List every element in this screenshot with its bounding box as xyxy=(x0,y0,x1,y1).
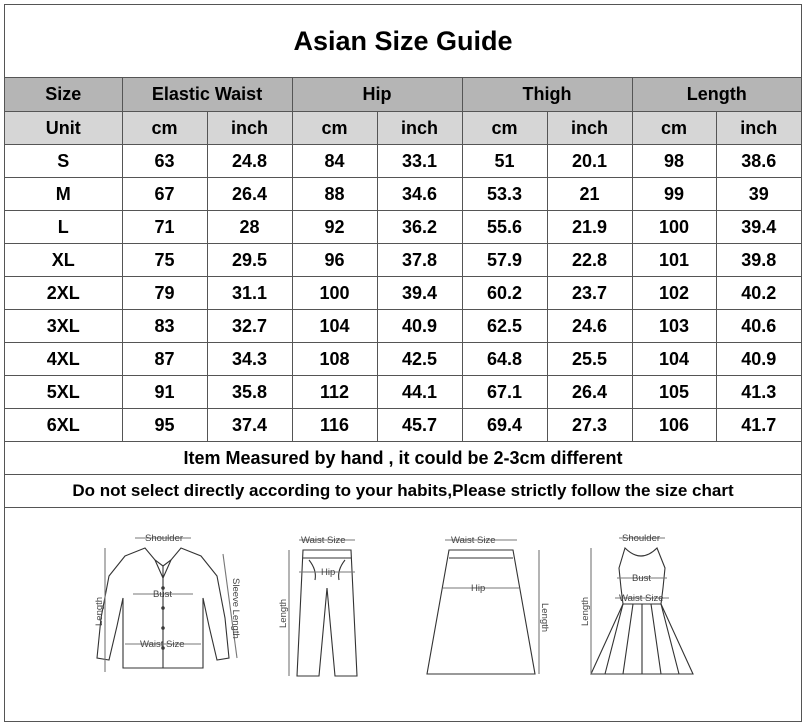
pants-hip-label: Hip xyxy=(321,567,336,578)
pants-length-label: Length xyxy=(278,598,289,628)
size-cell: 2XL xyxy=(5,277,122,310)
measurement-diagrams xyxy=(5,508,801,704)
value-cell-waist-cm: 71 xyxy=(122,211,207,244)
unit-cm: cm xyxy=(632,112,716,145)
dress-shoulder-label: Shoulder xyxy=(622,533,661,544)
value-cell-thigh-in: 20.1 xyxy=(547,145,632,178)
table-row xyxy=(5,343,801,376)
value-cell-hip-cm: 92 xyxy=(292,211,377,244)
value-cell-waist-cm: 79 xyxy=(122,277,207,310)
value-cell-thigh-in: 24.6 xyxy=(547,310,632,343)
unit-cm: cm xyxy=(122,112,207,145)
size-cell: 4XL xyxy=(5,343,122,376)
value-cell-hip-cm: 100 xyxy=(292,277,377,310)
value-cell-hip-in: 40.9 xyxy=(377,310,462,343)
dress-bust-label: Bust xyxy=(632,573,652,584)
value-cell-len-in: 39.8 xyxy=(716,244,801,277)
value-cell-hip-cm: 116 xyxy=(292,409,377,442)
table-row xyxy=(5,244,801,277)
header-size: Size xyxy=(5,78,122,112)
shirt-length-label: Length xyxy=(94,596,105,626)
size-table xyxy=(5,78,801,442)
value-cell-thigh-cm: 60.2 xyxy=(462,277,547,310)
value-cell-hip-in: 36.2 xyxy=(377,211,462,244)
value-cell-len-cm: 105 xyxy=(632,376,716,409)
unit-inch: inch xyxy=(207,112,292,145)
value-cell-thigh-cm: 51 xyxy=(462,145,547,178)
shirt-waist-label: Waist Size xyxy=(140,639,185,650)
size-cell: M xyxy=(5,178,122,211)
value-cell-len-cm: 99 xyxy=(632,178,716,211)
value-cell-waist-in: 34.3 xyxy=(207,343,292,376)
size-cell: 5XL xyxy=(5,376,122,409)
unit-cm: cm xyxy=(292,112,377,145)
value-cell-len-cm: 101 xyxy=(632,244,716,277)
shirt-shoulder-label: Shoulder xyxy=(145,533,184,544)
value-cell-thigh-cm: 53.3 xyxy=(462,178,547,211)
value-cell-hip-in: 44.1 xyxy=(377,376,462,409)
size-cell: 6XL xyxy=(5,409,122,442)
shirt-sleeve-label: Sleeve Length xyxy=(230,578,241,639)
unit-label: Unit xyxy=(5,112,122,145)
value-cell-hip-in: 34.6 xyxy=(377,178,462,211)
skirt-hip-label: Hip xyxy=(471,583,486,594)
value-cell-thigh-cm: 67.1 xyxy=(462,376,547,409)
value-cell-thigh-in: 21.9 xyxy=(547,211,632,244)
value-cell-len-in: 39.4 xyxy=(716,211,801,244)
value-cell-waist-cm: 83 xyxy=(122,310,207,343)
value-cell-hip-cm: 88 xyxy=(292,178,377,211)
shirt-bust-label: Bust xyxy=(153,589,173,600)
size-cell: L xyxy=(5,211,122,244)
table-header-row xyxy=(5,78,801,112)
header-length: Length xyxy=(632,78,801,112)
value-cell-hip-in: 39.4 xyxy=(377,277,462,310)
value-cell-hip-in: 45.7 xyxy=(377,409,462,442)
size-cell: S xyxy=(5,145,122,178)
value-cell-len-in: 41.7 xyxy=(716,409,801,442)
value-cell-waist-cm: 95 xyxy=(122,409,207,442)
value-cell-thigh-in: 27.3 xyxy=(547,409,632,442)
pants-waist-label: Waist Size xyxy=(301,535,346,546)
value-cell-len-in: 40.6 xyxy=(716,310,801,343)
value-cell-thigh-in: 23.7 xyxy=(547,277,632,310)
value-cell-thigh-cm: 64.8 xyxy=(462,343,547,376)
unit-cm: cm xyxy=(462,112,547,145)
value-cell-len-in: 40.2 xyxy=(716,277,801,310)
table-row xyxy=(5,409,801,442)
value-cell-hip-in: 33.1 xyxy=(377,145,462,178)
warning-note: Do not select directly according to your habits,Please strictly follow the size chart xyxy=(5,475,801,508)
header-hip: Hip xyxy=(292,78,462,112)
value-cell-waist-cm: 75 xyxy=(122,244,207,277)
unit-inch: inch xyxy=(377,112,462,145)
value-cell-thigh-in: 25.5 xyxy=(547,343,632,376)
value-cell-waist-cm: 67 xyxy=(122,178,207,211)
dress-waist-label: Waist Size xyxy=(619,593,664,604)
value-cell-len-cm: 100 xyxy=(632,211,716,244)
value-cell-len-in: 40.9 xyxy=(716,343,801,376)
skirt-diagram xyxy=(427,535,550,674)
value-cell-thigh-cm: 62.5 xyxy=(462,310,547,343)
value-cell-hip-cm: 84 xyxy=(292,145,377,178)
unit-row xyxy=(5,112,801,145)
value-cell-waist-in: 28 xyxy=(207,211,292,244)
value-cell-len-cm: 104 xyxy=(632,343,716,376)
table-row xyxy=(5,145,801,178)
skirt-length-label: Length xyxy=(539,603,550,633)
value-cell-len-cm: 106 xyxy=(632,409,716,442)
value-cell-len-cm: 103 xyxy=(632,310,716,343)
dress-length-label: Length xyxy=(580,596,591,626)
table-row xyxy=(5,376,801,409)
value-cell-thigh-in: 21 xyxy=(547,178,632,211)
value-cell-hip-cm: 112 xyxy=(292,376,377,409)
value-cell-hip-cm: 108 xyxy=(292,343,377,376)
shirt-diagram xyxy=(94,533,241,672)
header-thigh: Thigh xyxy=(462,78,632,112)
table-row xyxy=(5,277,801,310)
value-cell-len-in: 39 xyxy=(716,178,801,211)
value-cell-waist-in: 37.4 xyxy=(207,409,292,442)
value-cell-waist-in: 32.7 xyxy=(207,310,292,343)
size-cell: 3XL xyxy=(5,310,122,343)
unit-inch: inch xyxy=(547,112,632,145)
value-cell-thigh-in: 26.4 xyxy=(547,376,632,409)
size-cell: XL xyxy=(5,244,122,277)
value-cell-waist-cm: 63 xyxy=(122,145,207,178)
measure-note: Item Measured by hand , it could be 2-3cm different xyxy=(5,442,801,475)
table-row xyxy=(5,211,801,244)
value-cell-waist-in: 24.8 xyxy=(207,145,292,178)
value-cell-waist-cm: 87 xyxy=(122,343,207,376)
skirt-waist-label: Waist Size xyxy=(451,535,496,546)
pants-diagram xyxy=(278,535,357,676)
value-cell-waist-in: 29.5 xyxy=(207,244,292,277)
page-title: Asian Size Guide xyxy=(5,5,801,78)
table-row xyxy=(5,310,801,343)
unit-inch: inch xyxy=(716,112,801,145)
dress-diagram xyxy=(580,533,693,674)
value-cell-thigh-cm: 69.4 xyxy=(462,409,547,442)
value-cell-hip-in: 42.5 xyxy=(377,343,462,376)
value-cell-thigh-cm: 57.9 xyxy=(462,244,547,277)
value-cell-hip-cm: 96 xyxy=(292,244,377,277)
value-cell-waist-in: 31.1 xyxy=(207,277,292,310)
value-cell-waist-in: 35.8 xyxy=(207,376,292,409)
value-cell-waist-cm: 91 xyxy=(122,376,207,409)
size-guide xyxy=(4,4,802,722)
value-cell-thigh-in: 22.8 xyxy=(547,244,632,277)
value-cell-len-cm: 102 xyxy=(632,277,716,310)
value-cell-waist-in: 26.4 xyxy=(207,178,292,211)
value-cell-thigh-cm: 55.6 xyxy=(462,211,547,244)
value-cell-len-cm: 98 xyxy=(632,145,716,178)
value-cell-len-in: 38.6 xyxy=(716,145,801,178)
value-cell-hip-cm: 104 xyxy=(292,310,377,343)
value-cell-len-in: 41.3 xyxy=(716,376,801,409)
value-cell-hip-in: 37.8 xyxy=(377,244,462,277)
table-row xyxy=(5,178,801,211)
header-elastic-waist: Elastic Waist xyxy=(122,78,292,112)
